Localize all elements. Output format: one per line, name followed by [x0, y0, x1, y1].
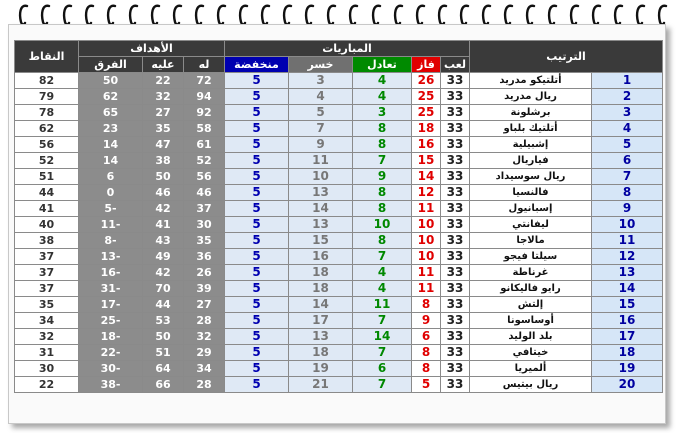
won-cell: 5 [412, 377, 441, 393]
goals-for-cell: 56 [184, 169, 225, 185]
goal-diff-cell: 14 [79, 153, 143, 169]
goals-against-cell: 35 [143, 121, 184, 137]
team-name-cell: أتلتيك بلباو [470, 121, 592, 137]
goal-diff-cell: 16- [79, 265, 143, 281]
points-cell: 51 [15, 169, 79, 185]
points-cell: 62 [15, 121, 79, 137]
deducted-cell: 5 [225, 169, 289, 185]
binder-ring-icon [326, 2, 337, 24]
goal-diff-cell: 6 [79, 169, 143, 185]
lost-cell: 9 [289, 137, 353, 153]
goals-for-cell: 26 [184, 265, 225, 281]
team-name-cell: غرناطة [470, 265, 592, 281]
rank-cell: 14 [592, 281, 663, 297]
goals-against-cell: 44 [143, 297, 184, 313]
team-name-cell: برشلونة [470, 105, 592, 121]
deducted-cell: 5 [225, 89, 289, 105]
rank-cell: 6 [592, 153, 663, 169]
team-name-cell: أوساسونا [470, 313, 592, 329]
goal-diff-cell: 13- [79, 249, 143, 265]
goals-for-cell: 72 [184, 73, 225, 89]
goal-diff-cell: 62 [79, 89, 143, 105]
points-cell: 35 [15, 297, 79, 313]
won-cell: 10 [412, 249, 441, 265]
lost-cell: 18 [289, 281, 353, 297]
deducted-cell: 5 [225, 249, 289, 265]
drawn-cell: 4 [353, 89, 412, 105]
binder-ring-icon [40, 2, 51, 24]
goals-for-cell: 28 [184, 377, 225, 393]
drawn-cell: 4 [353, 281, 412, 297]
team-name-cell: رايو فاليكانو [470, 281, 592, 297]
binder-ring-icon [282, 2, 293, 24]
won-cell: 9 [412, 313, 441, 329]
drawn-cell: 4 [353, 73, 412, 89]
won-cell: 12 [412, 185, 441, 201]
binder-ring-icon [172, 2, 183, 24]
team-name-cell: مالاجا [470, 233, 592, 249]
played-cell: 33 [441, 313, 470, 329]
header-goals-for: له [184, 57, 225, 73]
team-name-cell: إشبيلية [470, 137, 592, 153]
played-cell: 33 [441, 297, 470, 313]
drawn-cell: 7 [353, 313, 412, 329]
team-name-cell: ألميريا [470, 361, 592, 377]
rank-cell: 16 [592, 313, 663, 329]
goal-diff-cell: 38- [79, 377, 143, 393]
won-cell: 25 [412, 105, 441, 121]
rank-cell: 20 [592, 377, 663, 393]
goals-for-cell: 58 [184, 121, 225, 137]
drawn-cell: 8 [353, 121, 412, 137]
team-name-cell: بلد الوليد [470, 329, 592, 345]
points-cell: 52 [15, 153, 79, 169]
team-name-cell: فالنسيا [470, 185, 592, 201]
goals-against-cell: 50 [143, 329, 184, 345]
points-cell: 38 [15, 233, 79, 249]
goals-against-cell: 64 [143, 361, 184, 377]
drawn-cell: 6 [353, 361, 412, 377]
goal-diff-cell: 8- [79, 233, 143, 249]
goals-against-cell: 51 [143, 345, 184, 361]
goals-against-cell: 66 [143, 377, 184, 393]
won-cell: 11 [412, 201, 441, 217]
points-cell: 37 [15, 281, 79, 297]
points-cell: 22 [15, 377, 79, 393]
header-drawn: تعادل [353, 57, 412, 73]
binder-ring-icon [591, 2, 602, 24]
deducted-cell: 5 [225, 233, 289, 249]
won-cell: 11 [412, 281, 441, 297]
table-row [15, 249, 663, 265]
goal-diff-cell: 0 [79, 185, 143, 201]
table-row [15, 329, 663, 345]
played-cell: 33 [441, 345, 470, 361]
goals-against-cell: 42 [143, 265, 184, 281]
goal-diff-cell: 31- [79, 281, 143, 297]
goals-against-cell: 53 [143, 313, 184, 329]
deducted-cell: 5 [225, 313, 289, 329]
deducted-cell: 5 [225, 217, 289, 233]
table-row [15, 169, 663, 185]
team-name-cell: ريال مدريد [470, 89, 592, 105]
played-cell: 33 [441, 377, 470, 393]
goals-against-cell: 41 [143, 217, 184, 233]
table-row [15, 345, 663, 361]
goals-against-cell: 49 [143, 249, 184, 265]
played-cell: 33 [441, 265, 470, 281]
played-cell: 33 [441, 73, 470, 89]
lost-cell: 10 [289, 169, 353, 185]
deducted-cell: 5 [225, 185, 289, 201]
rank-cell: 13 [592, 265, 663, 281]
drawn-cell: 7 [353, 249, 412, 265]
binder-ring-icon [525, 2, 536, 24]
points-cell: 31 [15, 345, 79, 361]
drawn-cell: 8 [353, 201, 412, 217]
won-cell: 10 [412, 233, 441, 249]
lost-cell: 18 [289, 265, 353, 281]
points-cell: 56 [15, 137, 79, 153]
lost-cell: 15 [289, 233, 353, 249]
points-cell: 79 [15, 89, 79, 105]
lost-cell: 7 [289, 121, 353, 137]
goal-diff-cell: 25- [79, 313, 143, 329]
rank-cell: 19 [592, 361, 663, 377]
played-cell: 33 [441, 153, 470, 169]
played-cell: 33 [441, 121, 470, 137]
lost-cell: 13 [289, 185, 353, 201]
table-row [15, 89, 663, 105]
deducted-cell: 5 [225, 329, 289, 345]
team-name-cell: خيتافي [470, 345, 592, 361]
goals-for-cell: 61 [184, 137, 225, 153]
binder-ring-icon [613, 2, 624, 24]
drawn-cell: 7 [353, 345, 412, 361]
binder-ring-icon [503, 2, 514, 24]
lost-cell: 19 [289, 361, 353, 377]
table-row [15, 105, 663, 121]
binder-ring-icon [348, 2, 359, 24]
header-goals-against: عليه [143, 57, 184, 73]
played-cell: 33 [441, 217, 470, 233]
table-row [15, 121, 663, 137]
goals-for-cell: 35 [184, 233, 225, 249]
goals-for-cell: 52 [184, 153, 225, 169]
played-cell: 33 [441, 137, 470, 153]
won-cell: 14 [412, 169, 441, 185]
lost-cell: 3 [289, 73, 353, 89]
deducted-cell: 5 [225, 265, 289, 281]
header-played: لعب [441, 57, 470, 73]
table-row [15, 281, 663, 297]
points-cell: 37 [15, 265, 79, 281]
goals-for-cell: 37 [184, 201, 225, 217]
deducted-cell: 5 [225, 345, 289, 361]
points-cell: 41 [15, 201, 79, 217]
lost-cell: 14 [289, 297, 353, 313]
binder-ring-icon [393, 2, 404, 24]
played-cell: 33 [441, 201, 470, 217]
points-cell: 44 [15, 185, 79, 201]
header-points: النقاط [15, 41, 79, 73]
rank-cell: 2 [592, 89, 663, 105]
goals-for-cell: 34 [184, 361, 225, 377]
table-row [15, 153, 663, 169]
goals-for-cell: 27 [184, 297, 225, 313]
goals-for-cell: 46 [184, 185, 225, 201]
won-cell: 8 [412, 345, 441, 361]
binder-ring-icon [238, 2, 249, 24]
lost-cell: 18 [289, 345, 353, 361]
deducted-cell: 5 [225, 73, 289, 89]
goals-against-cell: 47 [143, 137, 184, 153]
binder-ring-icon [547, 2, 558, 24]
goals-against-cell: 50 [143, 169, 184, 185]
goal-diff-cell: 50 [79, 73, 143, 89]
goal-diff-cell: 30- [79, 361, 143, 377]
played-cell: 33 [441, 105, 470, 121]
binder-ring-icon [216, 2, 227, 24]
goals-against-cell: 43 [143, 233, 184, 249]
rank-cell: 1 [592, 73, 663, 89]
goals-for-cell: 29 [184, 345, 225, 361]
won-cell: 25 [412, 89, 441, 105]
deducted-cell: 5 [225, 297, 289, 313]
header-deducted: منخفضة [225, 57, 289, 73]
won-cell: 8 [412, 361, 441, 377]
played-cell: 33 [441, 329, 470, 345]
table-row [15, 265, 663, 281]
binder-ring-icon [106, 2, 117, 24]
header-goals: الأهداف [79, 41, 225, 57]
drawn-cell: 8 [353, 233, 412, 249]
team-name-cell: سيلتا فيجو [470, 249, 592, 265]
lost-cell: 13 [289, 329, 353, 345]
won-cell: 11 [412, 265, 441, 281]
deducted-cell: 5 [225, 121, 289, 137]
lost-cell: 21 [289, 377, 353, 393]
rank-cell: 5 [592, 137, 663, 153]
played-cell: 33 [441, 361, 470, 377]
rank-cell: 17 [592, 329, 663, 345]
goal-diff-cell: 23 [79, 121, 143, 137]
header-won: فاز [412, 57, 441, 73]
binder-ring-icon [459, 2, 470, 24]
won-cell: 10 [412, 217, 441, 233]
goals-for-cell: 94 [184, 89, 225, 105]
binder-ring-icon [84, 2, 95, 24]
goals-against-cell: 46 [143, 185, 184, 201]
rank-cell: 4 [592, 121, 663, 137]
goals-against-cell: 70 [143, 281, 184, 297]
rank-cell: 3 [592, 105, 663, 121]
deducted-cell: 5 [225, 137, 289, 153]
deducted-cell: 5 [225, 105, 289, 121]
team-name-cell: ريال بيتيس [470, 377, 592, 393]
goal-diff-cell: 5- [79, 201, 143, 217]
lost-cell: 13 [289, 217, 353, 233]
won-cell: 6 [412, 329, 441, 345]
won-cell: 18 [412, 121, 441, 137]
table-row [15, 377, 663, 393]
drawn-cell: 4 [353, 265, 412, 281]
table-row [15, 233, 663, 249]
goals-for-cell: 92 [184, 105, 225, 121]
goals-against-cell: 38 [143, 153, 184, 169]
won-cell: 15 [412, 153, 441, 169]
goals-for-cell: 30 [184, 217, 225, 233]
binder-ring-icon [260, 2, 271, 24]
lost-cell: 14 [289, 201, 353, 217]
played-cell: 33 [441, 89, 470, 105]
goal-diff-cell: 14 [79, 137, 143, 153]
rank-cell: 15 [592, 297, 663, 313]
goal-diff-cell: 17- [79, 297, 143, 313]
binder-ring-icon [657, 2, 668, 24]
table-row [15, 361, 663, 377]
binder-ring-icon [481, 2, 492, 24]
table-row [15, 185, 663, 201]
binder-ring-icon [371, 2, 382, 24]
table-row [15, 73, 663, 89]
rank-cell: 10 [592, 217, 663, 233]
team-name-cell: أتلتيكو مدريد [470, 73, 592, 89]
goals-for-cell: 28 [184, 313, 225, 329]
drawn-cell: 7 [353, 153, 412, 169]
points-cell: 34 [15, 313, 79, 329]
deducted-cell: 5 [225, 377, 289, 393]
goals-against-cell: 22 [143, 73, 184, 89]
rank-cell: 9 [592, 201, 663, 217]
binder-ring-icon [194, 2, 205, 24]
goal-diff-cell: 11- [79, 217, 143, 233]
team-name-cell: ليفانتي [470, 217, 592, 233]
lost-cell: 17 [289, 313, 353, 329]
drawn-cell: 7 [353, 377, 412, 393]
deducted-cell: 5 [225, 153, 289, 169]
won-cell: 8 [412, 297, 441, 313]
binder-ring-icon [437, 2, 448, 24]
played-cell: 33 [441, 169, 470, 185]
rank-cell: 12 [592, 249, 663, 265]
team-name-cell: ريال سوسيداد [470, 169, 592, 185]
lost-cell: 4 [289, 89, 353, 105]
goal-diff-cell: 18- [79, 329, 143, 345]
played-cell: 33 [441, 249, 470, 265]
drawn-cell: 10 [353, 217, 412, 233]
binder-ring-icon [304, 2, 315, 24]
goals-for-cell: 36 [184, 249, 225, 265]
rank-cell: 11 [592, 233, 663, 249]
rank-cell: 7 [592, 169, 663, 185]
lost-cell: 5 [289, 105, 353, 121]
rank-cell: 18 [592, 345, 663, 361]
goals-for-cell: 32 [184, 329, 225, 345]
goals-against-cell: 42 [143, 201, 184, 217]
goals-against-cell: 32 [143, 89, 184, 105]
deducted-cell: 5 [225, 201, 289, 217]
team-name-cell: فياريال [470, 153, 592, 169]
binder-ring-icon [569, 2, 580, 24]
drawn-cell: 11 [353, 297, 412, 313]
goals-against-cell: 27 [143, 105, 184, 121]
lost-cell: 16 [289, 249, 353, 265]
played-cell: 33 [441, 281, 470, 297]
header-lost: خسر [289, 57, 353, 73]
played-cell: 33 [441, 233, 470, 249]
header-matches: المباريات [225, 41, 470, 57]
standings-table [14, 40, 663, 393]
drawn-cell: 3 [353, 105, 412, 121]
lost-cell: 11 [289, 153, 353, 169]
drawn-cell: 8 [353, 185, 412, 201]
table-row [15, 297, 663, 313]
binder-ring-icon [128, 2, 139, 24]
goal-diff-cell: 65 [79, 105, 143, 121]
points-cell: 82 [15, 73, 79, 89]
team-name-cell: إلتش [470, 297, 592, 313]
points-cell: 40 [15, 217, 79, 233]
goal-diff-cell: 22- [79, 345, 143, 361]
header-goal-diff: الفرق [79, 57, 143, 73]
rank-cell: 8 [592, 185, 663, 201]
drawn-cell: 8 [353, 137, 412, 153]
deducted-cell: 5 [225, 361, 289, 377]
points-cell: 32 [15, 329, 79, 345]
header-rank: الترتيب [470, 41, 663, 73]
table-row [15, 137, 663, 153]
points-cell: 37 [15, 249, 79, 265]
team-name-cell: إسبانيول [470, 201, 592, 217]
drawn-cell: 14 [353, 329, 412, 345]
table-row [15, 201, 663, 217]
deducted-cell: 5 [225, 281, 289, 297]
binder-ring-icon [635, 2, 646, 24]
binder-ring-icon [18, 2, 29, 24]
binder-ring-icon [62, 2, 73, 24]
points-cell: 30 [15, 361, 79, 377]
played-cell: 33 [441, 185, 470, 201]
binder-ring-icon [415, 2, 426, 24]
table-row [15, 217, 663, 233]
binder-ring-icon [150, 2, 161, 24]
drawn-cell: 9 [353, 169, 412, 185]
table-row [15, 313, 663, 329]
goals-for-cell: 39 [184, 281, 225, 297]
points-cell: 78 [15, 105, 79, 121]
won-cell: 16 [412, 137, 441, 153]
won-cell: 26 [412, 73, 441, 89]
